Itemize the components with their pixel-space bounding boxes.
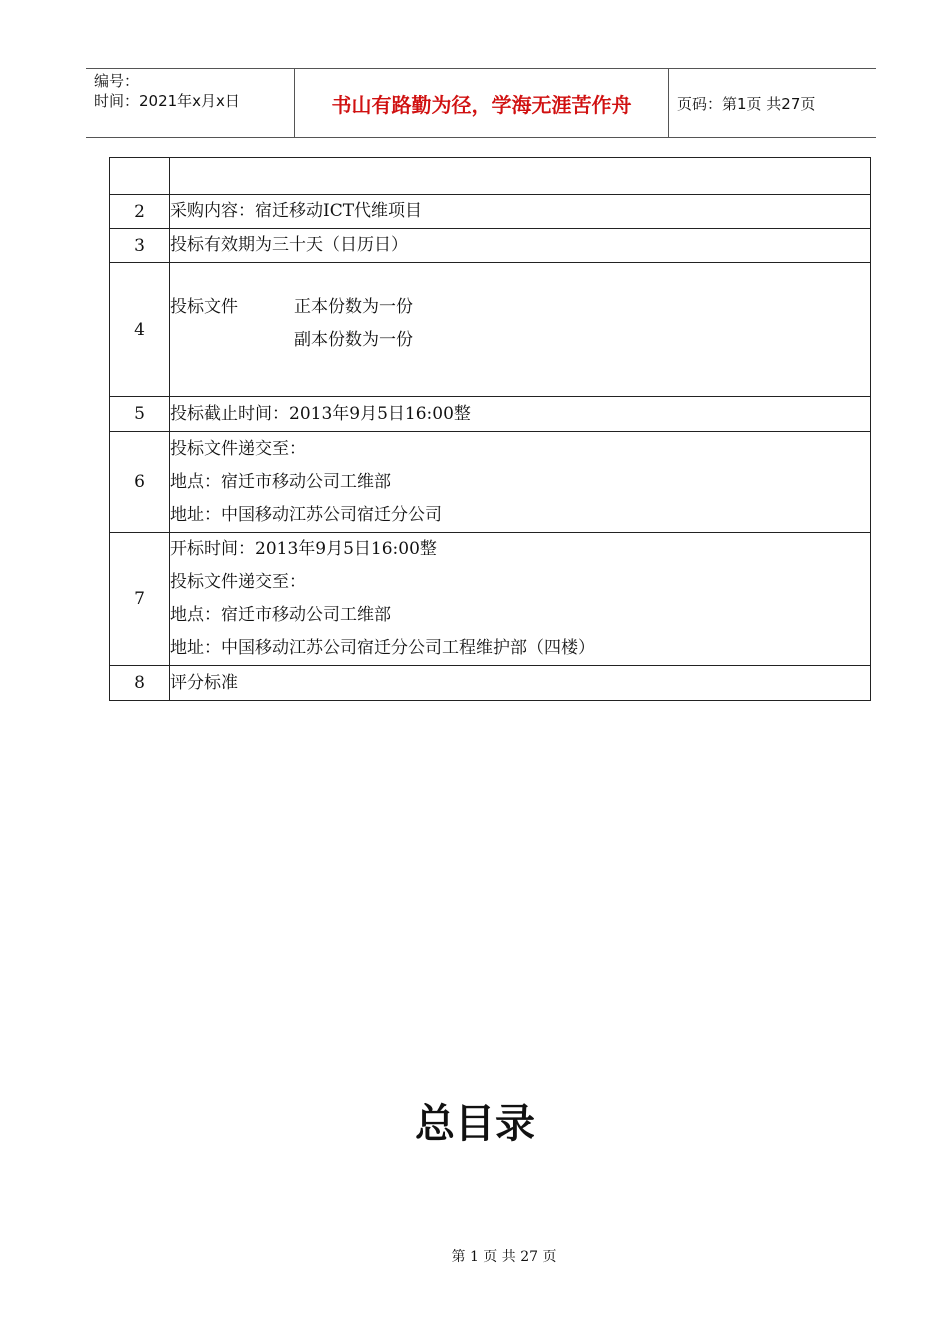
copies-list — [294, 291, 413, 357]
duplicate-copies: 副本份数为一份 — [294, 330, 413, 350]
row-content — [170, 533, 871, 666]
header-meta — [86, 69, 295, 137]
table-row — [110, 666, 871, 701]
row-text: 投标有效期为三十天（日历日） — [170, 235, 408, 255]
row-content — [170, 158, 871, 195]
table-row — [110, 432, 871, 533]
row-text: 地址：中国移动江苏公司宿迁分公司工程维护部（四楼） — [170, 638, 595, 658]
row-text: 评分标准 — [170, 672, 238, 693]
row-number: 7 — [110, 533, 170, 666]
row-text: 投标文件递交至： — [170, 572, 306, 592]
document-number-label: 编号： — [94, 72, 140, 90]
copies-label: 投标文件 — [170, 297, 238, 317]
row-text: 地址：中国移动江苏公司宿迁分公司 — [170, 504, 442, 525]
row-content — [170, 397, 871, 432]
original-copies: 正本份数为一份 — [294, 297, 413, 317]
header-motto: 书山有路勤为径，学海无涯苦作舟 — [295, 69, 669, 137]
table-row — [110, 263, 871, 397]
row-content — [170, 263, 871, 397]
document-time-label: 时间：2021年x月x日 — [94, 92, 240, 110]
row-content — [170, 229, 871, 263]
row-number: 3 — [110, 229, 170, 263]
bid-info-table — [109, 157, 871, 701]
row-number: 4 — [110, 263, 170, 397]
table-row — [110, 229, 871, 263]
table-row — [110, 158, 871, 195]
copies-block — [170, 291, 870, 357]
row-text: 投标截止时间：2013年9月5日16:00整 — [170, 403, 471, 424]
row-content — [170, 195, 871, 229]
row-text: 采购内容：宿迁移动ICT代维项目 — [170, 201, 423, 221]
row-content — [170, 666, 871, 701]
page-footer: 第 1 页 共 27 页 — [451, 1249, 557, 1265]
row-text: 开标时间：2013年9月5日16:00整 — [170, 539, 437, 559]
table-row — [110, 195, 871, 229]
row-text: 地点：宿迁市移动公司工维部 — [170, 605, 391, 625]
row-number — [110, 158, 170, 195]
row-number: 6 — [110, 432, 170, 533]
table-row — [110, 397, 871, 432]
row-number: 8 — [110, 666, 170, 701]
row-number: 5 — [110, 397, 170, 432]
toc-title: 总目录 — [415, 1101, 535, 1147]
row-text: 投标文件递交至： — [170, 438, 306, 459]
row-number: 2 — [110, 195, 170, 229]
row-text: 地点：宿迁市移动公司工维部 — [170, 471, 391, 492]
page-header — [86, 68, 876, 138]
header-page-info: 页码：第1页 共27页 — [677, 94, 816, 113]
row-content — [170, 432, 871, 533]
table-row — [110, 533, 871, 666]
